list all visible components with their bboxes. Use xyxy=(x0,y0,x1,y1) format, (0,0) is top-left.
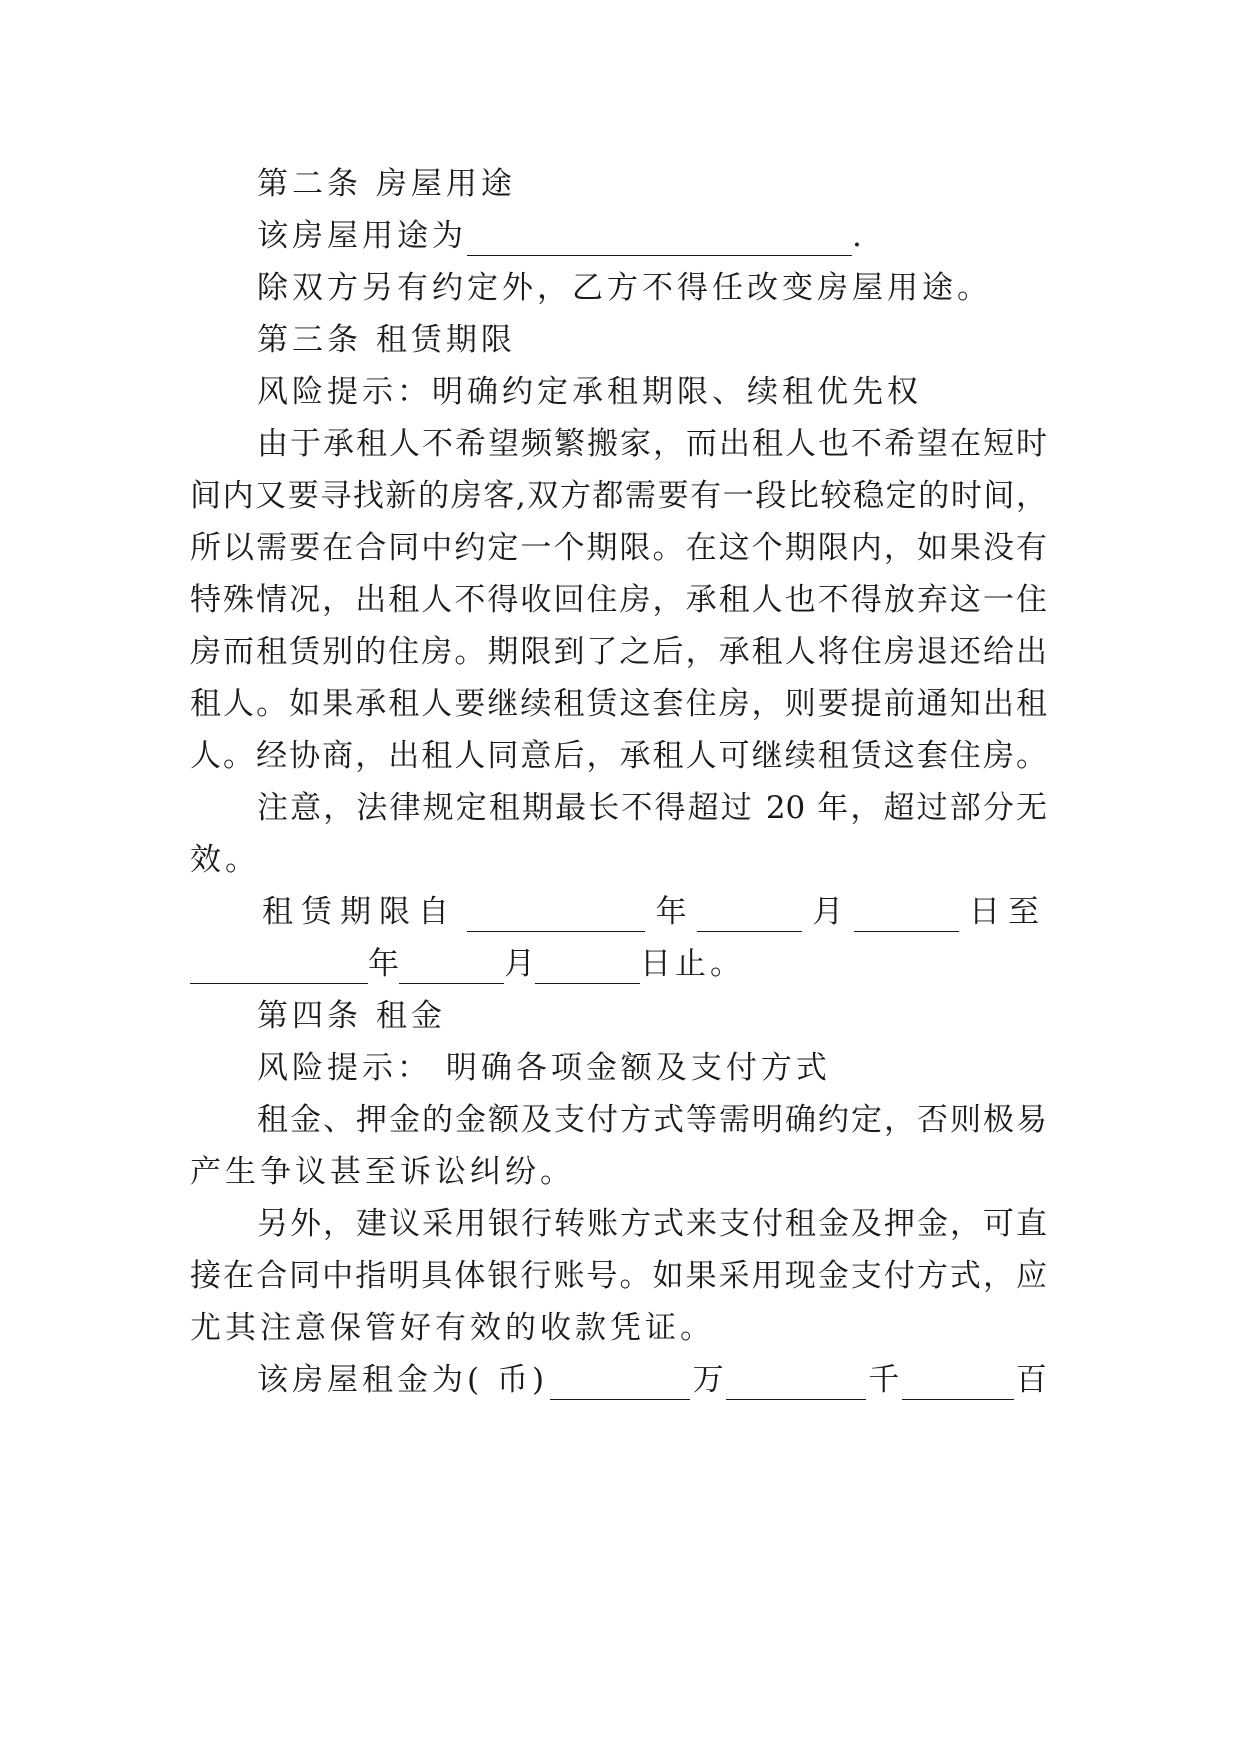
article-2-title: 第二条 房屋用途 xyxy=(257,166,516,202)
paragraph-1-line-7: 人。经协商，出租人同意后，承租人可继续租赁这套住房。 xyxy=(190,738,1047,774)
paragraph-1-line-6: 租人。如果承租人要继续租赁这套住房，则要提前通知出租 xyxy=(190,686,1047,722)
start-month-label: 月 xyxy=(812,894,844,930)
rent-wan-blank xyxy=(550,1369,690,1400)
start-year-blank xyxy=(467,901,645,932)
start-day-label: 日至 xyxy=(968,894,1047,930)
paragraph-2-line-1: 注意，法律规定租期最长不得超过 20 年，超过部分无 xyxy=(257,790,1047,826)
paragraph-1-line-5: 房而租赁别的住房。期限到了之后，承租人将住房退还给出 xyxy=(190,634,1047,670)
paragraph-2-line-2: 效。 xyxy=(190,842,260,878)
rent-qian-label: 千 xyxy=(868,1362,900,1398)
paragraph-4-line-3: 尤其注意保管好有效的收款凭证。 xyxy=(190,1310,715,1346)
usage-line xyxy=(257,216,862,256)
usage-blank xyxy=(467,225,852,256)
paragraph-1-line-4: 特殊情况，出租人不得收回住房，承租人也不得放弃这一住 xyxy=(190,582,1047,618)
article-4-risk-tip: 风险提示： 明确各项金额及支付方式 xyxy=(257,1050,831,1086)
paragraph-1-line-3: 所以需要在合同中约定一个期限。在这个期限内，如果没有 xyxy=(190,530,1047,566)
usage-suffix: . xyxy=(852,218,862,254)
rent-bai-blank xyxy=(902,1369,1014,1400)
end-day-blank xyxy=(535,953,640,984)
paragraph-4-line-2: 接在合同中指明具体银行账号。如果采用现金支付方式，应 xyxy=(190,1258,1047,1294)
article-3-title: 第三条 租赁期限 xyxy=(257,322,516,358)
paragraph-1-line-1: 由于承租人不希望频繁搬家，而出租人也不希望在短时 xyxy=(257,426,1047,462)
end-month-blank xyxy=(399,953,504,984)
start-month-blank xyxy=(697,901,802,932)
end-year-label: 年 xyxy=(368,946,399,982)
rent-wan-label: 万 xyxy=(692,1362,724,1398)
end-year-blank xyxy=(190,953,368,984)
paragraph-4-line-1: 另外，建议采用银行转账方式来支付租金及押金，可直 xyxy=(257,1206,1047,1242)
start-day-blank xyxy=(854,901,959,932)
article-3-risk-tip: 风险提示：明确约定承租期限、续租优先权 xyxy=(257,374,922,410)
rent-bai-label: 百 xyxy=(1015,1362,1047,1398)
end-day-label: 日止。 xyxy=(640,946,745,982)
rent-prefix: 该房屋租金为( 币) xyxy=(257,1362,549,1398)
lease-term-prefix: 租赁期限自 xyxy=(262,894,457,930)
lease-term-line-1 xyxy=(262,892,1047,932)
rent-amount-line xyxy=(257,1360,1047,1400)
article-4-title: 第四条 租金 xyxy=(257,998,446,1034)
start-year-label: 年 xyxy=(655,894,687,930)
end-month-label: 月 xyxy=(504,946,535,982)
lease-term-line-2 xyxy=(190,944,745,984)
paragraph-3-line-2: 产生争议甚至诉讼纠纷。 xyxy=(190,1154,575,1190)
usage-prefix: 该房屋用途为 xyxy=(257,218,467,254)
paragraph-3-line-1: 租金、押金的金额及支付方式等需明确约定，否则极易 xyxy=(257,1102,1047,1138)
usage-note: 除双方另有约定外，乙方不得任改变房屋用途。 xyxy=(257,270,992,306)
paragraph-1-line-2: 间内又要寻找新的房客,双方都需要有一段比较稳定的时间， xyxy=(190,478,1047,514)
rent-qian-blank xyxy=(726,1369,866,1400)
